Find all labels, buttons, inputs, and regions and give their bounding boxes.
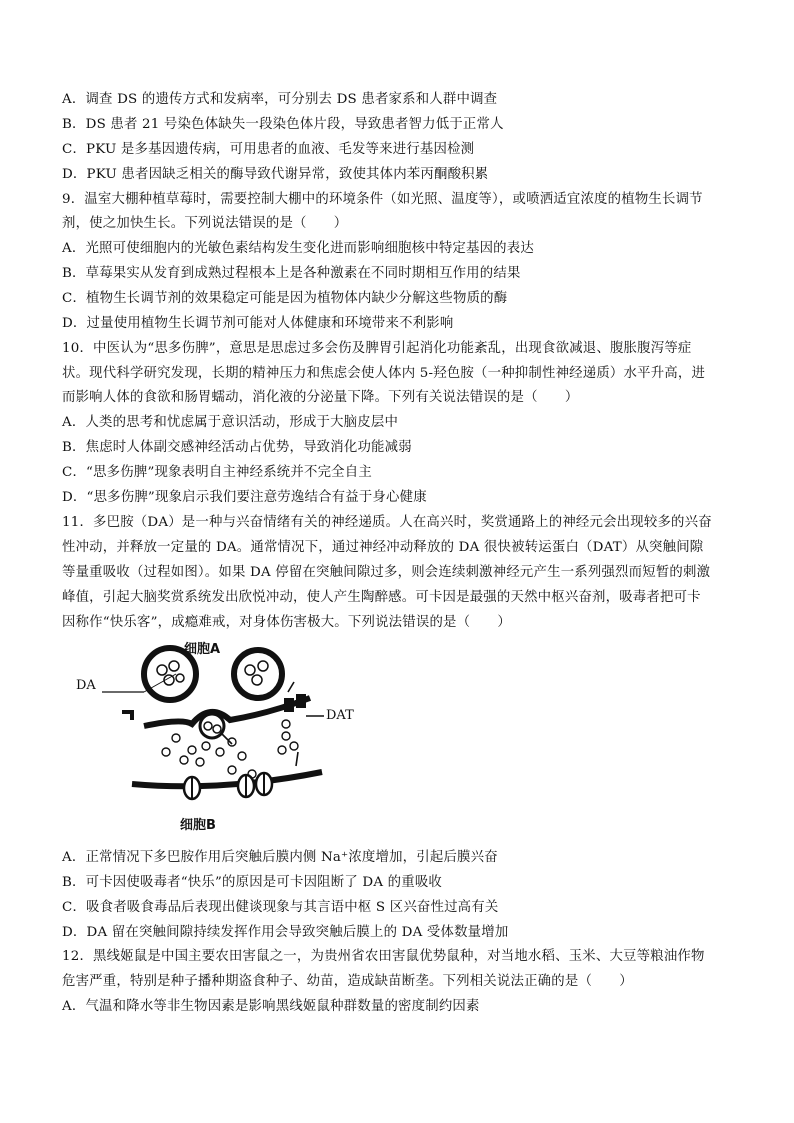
q9-option-d: D．过量使用植物生长调节剂可能对人体健康和环境带来不利影响 — [62, 316, 454, 331]
q10-stem-line2: 状。现代科学研究发现，长期的精神压力和焦虑会使人体内 5-羟色胺（一种抑制性神经递质）水平升高，进 — [62, 366, 706, 381]
q10-option-a: A．人类的思考和忧虑属于意识活动，形成于大脑皮层中 — [62, 415, 399, 430]
q11-stem-line5: 因称作“快乐客”，成瘾难戒，对身体伤害极大。下列说法错误的是（ ） — [62, 615, 511, 630]
q11-option-a: A．正常情况下多巴胺作用后突触后膜内侧 Na⁺浓度增加，引起后膜兴奋 — [62, 850, 498, 865]
q12-option-a: A．气温和降水等非生物因素是影响黑线姬鼠种群数量的密度制约因素 — [62, 999, 480, 1014]
q10-option-b: B．焦虑时人体副交感神经活动占优势，导致消化功能减弱 — [62, 440, 412, 455]
q11-stem-line3: 等量重吸收（过程如图）。如果 DA 停留在突触间隙过多，则会连续刺激神经元产生一系列强烈而短暂的刺激 — [62, 565, 711, 580]
q8-option-b: B．DS 患者 21 号染色体缺失一段染色体片段，导致患者智力低于正常人 — [62, 117, 504, 132]
label-da: DA — [76, 678, 96, 693]
q11-stem-line4: 峰值，引起大脑奖赏系统发出欣悦冲动，使人产生陶醉感。可卡因是最强的天然中枢兴奋剂，吸毒者把可卡 — [62, 590, 701, 605]
dat-transporter — [284, 698, 294, 712]
q11-option-b: B．可卡因使吸毒者“快乐”的原因是可卡因阻断了 DA 的重吸收 — [62, 875, 443, 890]
q11-option-c: C．吸食者吸食毒品后表现出健谈现象与其言语中枢 S 区兴奋性过高有关 — [62, 900, 499, 915]
q12-stem-line2: 危害严重，特别是种子播种期盗食种子、幼苗，造成缺苗断垄。下列相关说法正确的是（ ） — [62, 974, 633, 989]
q12-stem-line1: 12．黑线姬鼠是中国主要农田害鼠之一，为贵州省农田害鼠优势鼠种，对当地水稻、玉米、大豆等粮油作物 — [62, 949, 705, 964]
synapse-figure — [72, 634, 372, 834]
da-molecules — [162, 720, 298, 778]
q9-option-a: A．光照可使细胞内的光敏色素结构发生变化进而影响细胞核中特定基因的表达 — [62, 241, 534, 256]
label-dat: DAT — [326, 708, 354, 723]
q10-option-d: D．“思多伤脾”现象启示我们要注意劳逸结合有益于身心健康 — [62, 490, 427, 505]
q8-option-a: A．调查 DS 的遗传方式和发病率，可分别去 DS 患者家系和人群中调查 — [62, 92, 498, 107]
q9-option-b: B．草莓果实从发育到成熟过程根本上是各种激素在不同时期相互作用的结果 — [62, 266, 521, 281]
q9-stem-line1: 9．温室大棚种植草莓时，需要控制大棚中的环境条件（如光照、温度等），或喷洒适宜浓度的植物生长调节 — [62, 192, 703, 207]
label-cell-b: 细胞B — [180, 818, 216, 833]
q10-stem-line3: 而影响人体的食欲和肠胃蠕动，消化液的分泌量下降。下列有关说法错误的是（ ） — [62, 390, 579, 405]
q8-option-d: D．PKU 患者因缺乏相关的酶导致代谢异常，致使其体内苯丙酮酸积累 — [62, 167, 489, 182]
q10-option-c: C．“思多伤脾”现象表明自主神经系统并不完全自主 — [62, 465, 372, 480]
q9-option-c: C．植物生长调节剂的效果稳定可能是因为植物体内缺少分解这些物质的酶 — [62, 291, 508, 306]
synapse-diagram — [72, 634, 372, 834]
q11-stem-line2: 性冲动，并释放一定量的 DA。通常情况下，通过神经冲动释放的 DA 很快被转运蛋白（DAT）从突触间隙 — [62, 540, 704, 555]
postsynaptic-membrane — [132, 772, 322, 786]
q11-option-d: D．DA 留在突触间隙持续发挥作用会导致突触后膜上的 DA 受体数量增加 — [62, 925, 509, 940]
q11-stem-line1: 11．多巴胺（DA）是一种与兴奋情绪有关的神经递质。人在高兴时，奖赏通路上的神经元会出现较多的兴奋 — [62, 515, 712, 530]
q10-stem-line1: 10．中医认为“思多伤脾”，意思是思虑过多会伤及脾胃引起消化功能紊乱，出现食欲减退、腹胀腹泻等症 — [62, 341, 692, 356]
label-cell-a: 细胞A — [184, 642, 221, 657]
vesicle-right — [234, 650, 282, 698]
q9-stem-line2: 剂，使之加快生长。下列说法错误的是（ ） — [62, 216, 348, 231]
q8-option-c: C．PKU 是多基因遗传病，可用患者的血液、毛发等来进行基因检测 — [62, 142, 475, 157]
